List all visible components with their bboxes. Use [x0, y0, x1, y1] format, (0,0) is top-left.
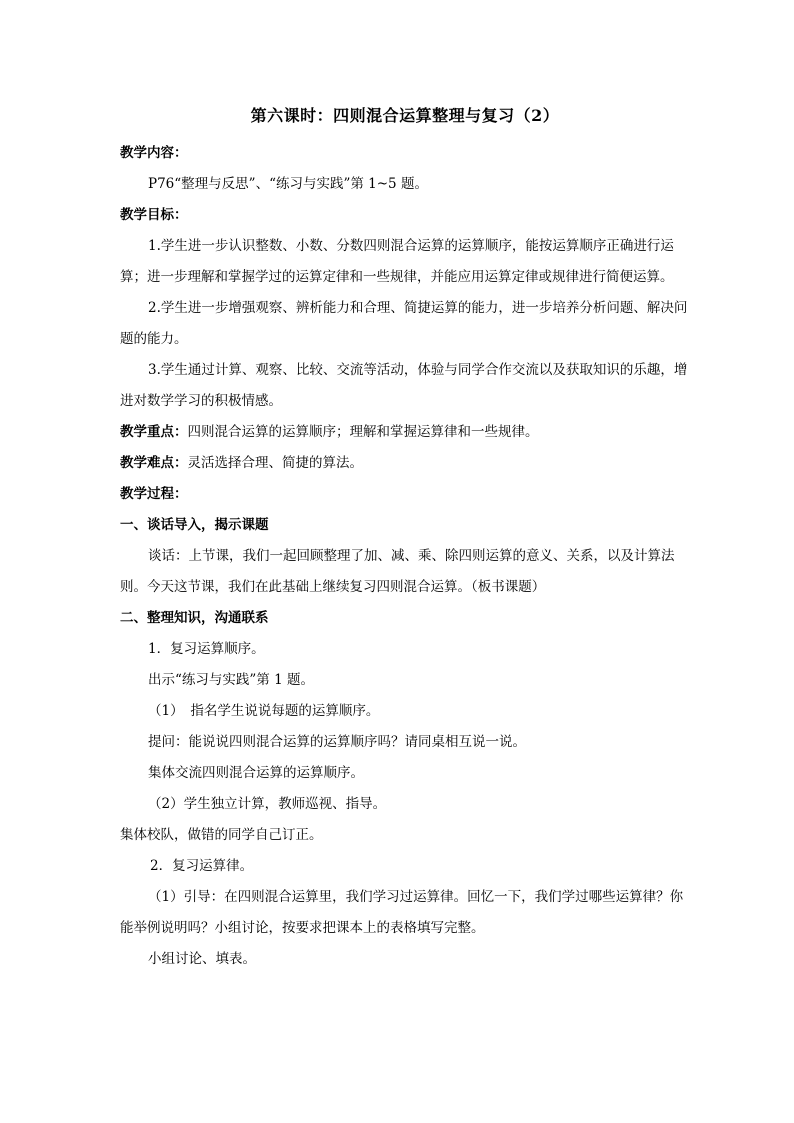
section-1-text: 谈话：上节课，我们一起回顾整理了加、减、乘、除四则运算的意义、关系，以及计算法则。今天这节课，我们在此基础上继续复习四则混合运算。（板书课题）: [120, 548, 675, 595]
review-laws-item: 2．复习运算律。: [150, 858, 254, 874]
sub-step-1: （1） 指名学生说说每题的运算顺序。: [148, 703, 380, 719]
content-heading: 教学内容：: [120, 145, 188, 161]
check-line: 集体校队，做错的同学自己订正。: [120, 827, 323, 843]
section-1-heading: 一、谈话导入，揭示课题: [120, 517, 269, 533]
goal-2: 2.学生进一步增强观察、辨析能力和合理、简捷运算的能力，进一步培养分析问题、解决问题的能力。: [120, 300, 688, 347]
goal-1: 1.学生进一步认识整数、小数、分数四则混合运算的运算顺序，能按运算顺序正确进行运算；进一步理解和掌握学过的运算定律和一些规律，并能应用运算定律或规律进行简便运算。: [120, 238, 674, 285]
content-text: P76“整理与反思”、“练习与实践”第 1~5 题。: [148, 176, 428, 192]
document-body: [120, 104, 690, 975]
goal-3: 3.学生通过计算、观察、比较、交流等活动，体验与同学合作交流以及获取知识的乐趣，增进对数学学习的积极情感。: [120, 362, 688, 409]
key-point: [120, 417, 690, 448]
difficulty-label: 教学难点：: [120, 455, 188, 471]
key-label: 教学重点：: [120, 424, 188, 440]
question-line: 提问：能说说四则混合运算的运算顺序吗？请同桌相互说一说。: [148, 734, 526, 750]
sub-step-2: （2）学生独立计算，教师巡视、指导。: [148, 796, 387, 812]
exchange-line: 集体交流四则混合运算的运算顺序。: [148, 765, 364, 781]
key-text: 四则混合运算的运算顺序；理解和掌握运算律和一些规律。: [187, 424, 539, 440]
difficulty-point: [120, 448, 690, 479]
review-order-item: 1．复习运算顺序。: [148, 641, 265, 657]
process-heading: 教学过程：: [120, 486, 188, 502]
goals-heading: 教学目标：: [120, 207, 188, 223]
show-exercise-1: 出示“练习与实践”第 1 题。: [148, 672, 314, 688]
difficulty-text: 灵活选择合理、简捷的算法。: [187, 455, 363, 471]
section-2-heading: 二、整理知识，沟通联系: [120, 610, 269, 626]
guide-paragraph: （1）引导：在四则混合运算里，我们学习过运算律。回忆一下，我们学过哪些运算律？你能举例说明吗？小组讨论，按要求把课本上的表格填写完整。: [120, 889, 684, 936]
page-title: 第六课时：四则混合运算整理与复习（2）: [250, 106, 560, 125]
discuss-line: 小组讨论、填表。: [148, 951, 256, 967]
